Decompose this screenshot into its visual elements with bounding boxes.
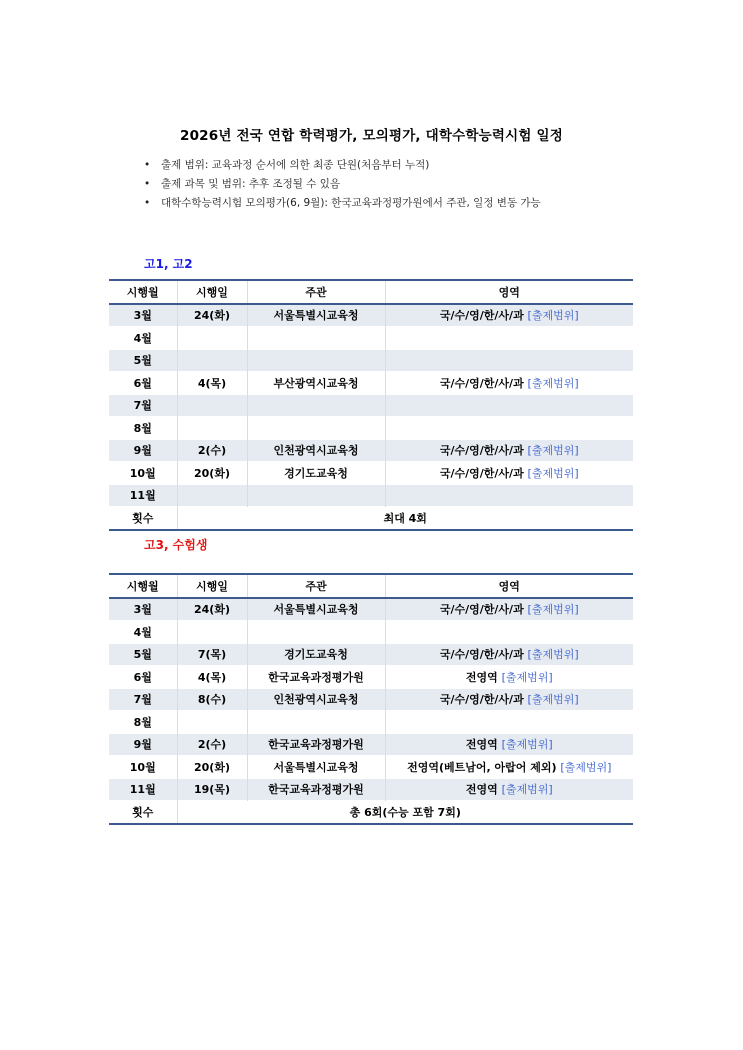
table-body (109, 304, 633, 530)
range-link[interactable]: [출제범위] (527, 603, 579, 617)
table-row (109, 304, 633, 327)
table-row (109, 394, 633, 417)
area-text: 전영역 (465, 783, 498, 797)
cell-area (385, 666, 633, 689)
note-item (144, 175, 541, 194)
notes-list (144, 156, 541, 213)
cell-date: 20(화) (177, 462, 247, 485)
schedule-table-g1-g2 (109, 279, 633, 531)
cell-date (177, 417, 247, 440)
count-row (109, 507, 633, 530)
cell-date: 4(목) (177, 372, 247, 395)
cell-organizer: 인천광역시교육청 (247, 439, 385, 462)
cell-month: 10월 (109, 462, 177, 485)
cell-month: 11월 (109, 484, 177, 507)
table-header-row (109, 280, 633, 304)
area-text: 국/수/영/한/사/과 (439, 466, 524, 480)
cell-month: 11월 (109, 778, 177, 801)
header-month: 시행월 (109, 574, 177, 598)
count-label: 횟수 (109, 801, 177, 824)
cell-area (385, 417, 633, 440)
cell-month: 9월 (109, 439, 177, 462)
page-title: 2026년 전국 연합 학력평가, 모의평가, 대학수학능력시험 일정 (180, 128, 563, 144)
cell-month: 7월 (109, 688, 177, 711)
schedule-table-g3 (109, 573, 633, 825)
area-text: 전영역(베트남어, 아랍어 제외) (407, 760, 557, 774)
cell-date: 4(목) (177, 666, 247, 689)
cell-month: 5월 (109, 349, 177, 372)
cell-area (385, 733, 633, 756)
cell-area (385, 372, 633, 395)
cell-organizer: 경기도교육청 (247, 643, 385, 666)
cell-area (385, 327, 633, 350)
cell-area (385, 756, 633, 779)
note-item (144, 194, 541, 213)
header-area: 영역 (385, 574, 633, 598)
area-text: 국/수/영/한/사/과 (439, 376, 524, 390)
cell-area (385, 484, 633, 507)
table-row (109, 688, 633, 711)
range-link[interactable]: [출제범위] (501, 738, 553, 752)
cell-organizer (247, 484, 385, 507)
cell-organizer: 인천광역시교육청 (247, 688, 385, 711)
cell-organizer (247, 417, 385, 440)
cell-area (385, 394, 633, 417)
table-row (109, 484, 633, 507)
table-row (109, 621, 633, 644)
cell-organizer: 부산광역시교육청 (247, 372, 385, 395)
header-month: 시행월 (109, 280, 177, 304)
note-text: 출제 과목 및 범위: 추후 조정될 수 있음 (161, 178, 341, 190)
table-row (109, 666, 633, 689)
header-date: 시행일 (177, 574, 247, 598)
cell-month: 10월 (109, 756, 177, 779)
cell-organizer (247, 327, 385, 350)
cell-month: 3월 (109, 304, 177, 327)
cell-organizer: 서울특별시교육청 (247, 756, 385, 779)
cell-month: 4월 (109, 327, 177, 350)
cell-month: 8월 (109, 417, 177, 440)
bullet-icon: • (144, 159, 151, 171)
cell-area (385, 711, 633, 734)
cell-date (177, 349, 247, 372)
cell-area (385, 621, 633, 644)
cell-area (385, 304, 633, 327)
cell-organizer (247, 711, 385, 734)
table-row (109, 349, 633, 372)
section-title-g3: 고3, 수험생 (144, 538, 208, 552)
cell-organizer: 한국교육과정평가원 (247, 666, 385, 689)
cell-area (385, 598, 633, 621)
range-link[interactable]: [출제범위] (501, 783, 553, 797)
table-row (109, 778, 633, 801)
bullet-icon: • (144, 197, 151, 209)
header-organizer: 주관 (247, 280, 385, 304)
cell-date (177, 711, 247, 734)
cell-organizer (247, 394, 385, 417)
cell-area (385, 643, 633, 666)
area-text: 전영역 (465, 670, 498, 684)
cell-area (385, 462, 633, 485)
cell-month: 3월 (109, 598, 177, 621)
table-row (109, 711, 633, 734)
cell-organizer: 경기도교육청 (247, 462, 385, 485)
header-date: 시행일 (177, 280, 247, 304)
table-header-row (109, 574, 633, 598)
cell-area (385, 778, 633, 801)
cell-area (385, 349, 633, 372)
table-row (109, 598, 633, 621)
table-row (109, 756, 633, 779)
range-link[interactable]: [출제범위] (527, 648, 579, 662)
cell-date: 20(화) (177, 756, 247, 779)
note-text: 출제 범위: 교육과정 순서에 의한 최종 단원(처음부터 누적) (161, 159, 430, 171)
cell-area (385, 688, 633, 711)
table-row (109, 372, 633, 395)
cell-month: 8월 (109, 711, 177, 734)
table-body (109, 598, 633, 824)
cell-area (385, 439, 633, 462)
cell-organizer (247, 349, 385, 372)
area-text: 국/수/영/한/사/과 (439, 444, 524, 458)
cell-month: 4월 (109, 621, 177, 644)
range-link[interactable]: [출제범위] (527, 466, 579, 480)
cell-month: 7월 (109, 394, 177, 417)
cell-date: 2(수) (177, 439, 247, 462)
area-text: 전영역 (465, 738, 498, 752)
cell-date (177, 394, 247, 417)
cell-date (177, 484, 247, 507)
cell-date: 19(목) (177, 778, 247, 801)
cell-month: 6월 (109, 372, 177, 395)
cell-date: 24(화) (177, 304, 247, 327)
cell-month: 9월 (109, 733, 177, 756)
area-text: 국/수/영/한/사/과 (439, 603, 524, 617)
count-label: 횟수 (109, 507, 177, 530)
table-row (109, 462, 633, 485)
bullet-icon: • (144, 178, 151, 190)
count-value: 총 6회(수능 포함 7회) (177, 801, 633, 824)
cell-month: 6월 (109, 666, 177, 689)
cell-date (177, 621, 247, 644)
cell-organizer: 서울특별시교육청 (247, 598, 385, 621)
area-text: 국/수/영/한/사/과 (439, 309, 524, 323)
cell-organizer (247, 621, 385, 644)
cell-date: 7(목) (177, 643, 247, 666)
area-text: 국/수/영/한/사/과 (439, 648, 524, 662)
cell-date (177, 327, 247, 350)
count-value: 최대 4회 (177, 507, 633, 530)
range-link[interactable]: [출제범위] (527, 309, 579, 323)
cell-organizer: 한국교육과정평가원 (247, 733, 385, 756)
cell-date: 8(수) (177, 688, 247, 711)
count-row (109, 801, 633, 824)
range-link[interactable]: [출제범위] (527, 444, 579, 458)
range-link[interactable]: [출제범위] (527, 376, 579, 390)
note-item (144, 156, 541, 175)
section-title-g1-g2: 고1, 고2 (144, 257, 193, 271)
header-area: 영역 (385, 280, 633, 304)
table-row (109, 643, 633, 666)
table-row (109, 417, 633, 440)
area-text: 국/수/영/한/사/과 (439, 693, 524, 707)
cell-date: 2(수) (177, 733, 247, 756)
note-text: 대학수학능력시험 모의평가(6, 9월): 한국교육과정평가원에서 주관, 일정 변동 가능 (161, 197, 541, 209)
range-link[interactable]: [출제범위] (560, 760, 612, 774)
table-row (109, 733, 633, 756)
header-organizer: 주관 (247, 574, 385, 598)
range-link[interactable]: [출제범위] (501, 670, 553, 684)
cell-organizer: 서울특별시교육청 (247, 304, 385, 327)
table-row (109, 439, 633, 462)
range-link[interactable]: [출제범위] (527, 693, 579, 707)
table-row (109, 327, 633, 350)
cell-date: 24(화) (177, 598, 247, 621)
cell-month: 5월 (109, 643, 177, 666)
cell-organizer: 한국교육과정평가원 (247, 778, 385, 801)
